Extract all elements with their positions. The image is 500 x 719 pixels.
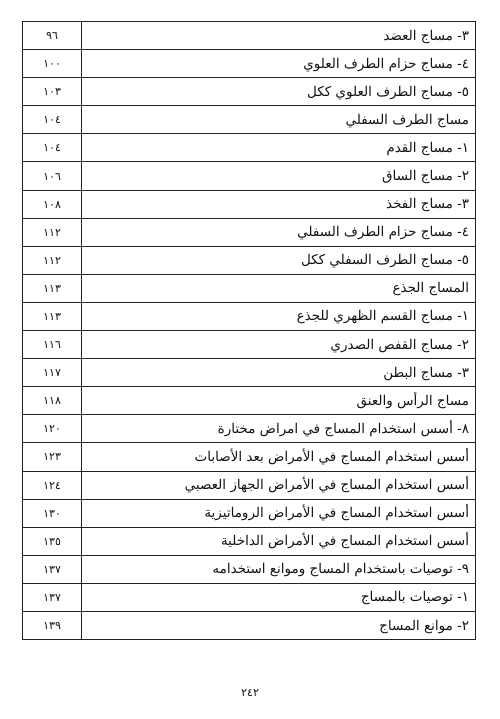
toc-page-number: ١٠٣ — [23, 78, 82, 106]
toc-page-number: ١١٣ — [23, 302, 82, 330]
toc-page-number: ١٠٠ — [23, 50, 82, 78]
toc-entry-title: ١- مساج القسم الظهري للجذع — [82, 302, 476, 330]
toc-page-number: ١٠٦ — [23, 162, 82, 190]
toc-entry-title: ٩- توصيات باستخدام المساج وموانع استخدامه — [82, 555, 476, 583]
toc-entry-title: أسس استخدام المساج في الأمراض الداخلية — [82, 527, 476, 555]
toc-row — [23, 415, 476, 443]
toc-page-number: ١١٢ — [23, 246, 82, 274]
toc-page-number: ١٢٣ — [23, 443, 82, 471]
toc-page-number: ١٣٥ — [23, 527, 82, 555]
toc-page-number: ١١٢ — [23, 218, 82, 246]
toc-entry-title: أسس استخدام المساج في الأمراض الجهاز العصبي — [82, 471, 476, 499]
toc-row — [23, 331, 476, 359]
toc-row — [23, 106, 476, 134]
toc-entry-title: ١- مساج القدم — [82, 134, 476, 162]
toc-entry-title: ٣- مساج الفخذ — [82, 190, 476, 218]
toc-entry-title: ٤- مساج حزام الطرف العلوي — [82, 50, 476, 78]
toc-page-number: ١٢٠ — [23, 415, 82, 443]
toc-row — [23, 443, 476, 471]
toc-entry-title: ١- توصيات بالمساج — [82, 583, 476, 611]
toc-entry-title: مساج الطرف السفلي — [82, 106, 476, 134]
toc-page-number: ١١٨ — [23, 387, 82, 415]
toc-entry-title: ٤- مساج حزام الطرف السفلي — [82, 218, 476, 246]
toc-entry-title: ٣- مساج العضد — [82, 22, 476, 50]
toc-entry-title: ٢- مساج القفص الصدري — [82, 331, 476, 359]
toc-entry-title: مساج الرأس والعنق — [82, 387, 476, 415]
toc-row — [23, 50, 476, 78]
toc-page-number: ١٠٤ — [23, 106, 82, 134]
toc-entry-title: أسس استخدام المساج في الأمراض الروماتيزية — [82, 499, 476, 527]
toc-page-number: ١٠٨ — [23, 190, 82, 218]
toc-row — [23, 471, 476, 499]
toc-page-number: ١٣٩ — [23, 611, 82, 639]
toc-row — [23, 190, 476, 218]
toc-row — [23, 134, 476, 162]
toc-entry-title: ٥- مساج الطرف العلوي ككل — [82, 78, 476, 106]
toc-row — [23, 583, 476, 611]
toc-page-number: ١٢٤ — [23, 471, 82, 499]
toc-row — [23, 162, 476, 190]
toc-row — [23, 78, 476, 106]
toc-page-number: ١١٧ — [23, 359, 82, 387]
page-number: ٢٤٢ — [241, 686, 259, 699]
toc-page-number: ١٣٧ — [23, 583, 82, 611]
table-of-contents — [22, 21, 476, 640]
toc-entry-title: المساج الجذع — [82, 274, 476, 302]
toc-page-number: ١٠٤ — [23, 134, 82, 162]
toc-page-number: ١١٣ — [23, 274, 82, 302]
toc-row — [23, 302, 476, 330]
toc-row — [23, 359, 476, 387]
toc-entry-title: ٨- أسس استخدام المساج في امراض مختارة — [82, 415, 476, 443]
toc-page-number: ١٣٠ — [23, 499, 82, 527]
toc-entry-title: ٢- مساج الساق — [82, 162, 476, 190]
toc-row — [23, 218, 476, 246]
toc-row — [23, 499, 476, 527]
toc-row — [23, 22, 476, 50]
toc-row — [23, 555, 476, 583]
toc-row — [23, 527, 476, 555]
toc-entry-title: ٣- مساج البطن — [82, 359, 476, 387]
toc-entry-title: ٢- موانع المساج — [82, 611, 476, 639]
toc-row — [23, 611, 476, 639]
toc-page-number: ١١٦ — [23, 331, 82, 359]
toc-row — [23, 246, 476, 274]
toc-entry-title: أسس استخدام المساج في الأمراض بعد الأصابات — [82, 443, 476, 471]
toc-page-number: ١٣٧ — [23, 555, 82, 583]
toc-row — [23, 387, 476, 415]
toc-entry-title: ٥- مساج الطرف السفلي ككل — [82, 246, 476, 274]
toc-row — [23, 274, 476, 302]
toc-page-number: ٩٦ — [23, 22, 82, 50]
